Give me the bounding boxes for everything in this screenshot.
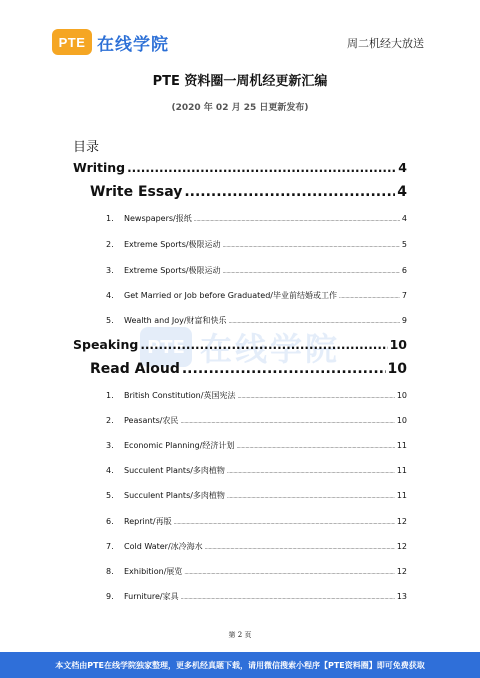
toc-number: 1.: [106, 391, 114, 400]
toc-label: Exhibition/展览: [124, 567, 183, 576]
toc-page: 7: [401, 291, 407, 300]
toc-leader: [229, 319, 400, 325]
toc-entry[interactable]: [106, 490, 407, 501]
toc-number: 5.: [106, 491, 114, 500]
toc-label: Cold Water/冰冷海水: [124, 542, 203, 551]
toc-label: Peasants/农民: [124, 416, 179, 425]
toc-leader: [182, 361, 386, 377]
toc-entry[interactable]: [106, 213, 407, 224]
toc-label: Extreme Sports/极限运动: [124, 266, 221, 275]
toc-entry[interactable]: [106, 566, 407, 577]
toc-leader: [181, 595, 395, 601]
toc-entry[interactable]: [106, 591, 407, 602]
toc-entry[interactable]: [106, 465, 407, 476]
toc-leader: [140, 338, 387, 352]
toc-leader: [227, 494, 395, 500]
toc-label: Succulent Plants/多肉植物: [124, 491, 225, 500]
toc-leader: [237, 394, 394, 400]
toc-entry[interactable]: [106, 239, 407, 250]
watermark-text: 在线学院: [200, 330, 341, 368]
toc-number: 2.: [106, 240, 114, 249]
toc-number: 6.: [106, 517, 114, 526]
toc-label: Get Married or Job before Graduated/毕业前结婚或工作: [124, 291, 337, 300]
toc-number: 3.: [106, 441, 114, 450]
toc-label: Writing: [73, 160, 126, 175]
toc-entry[interactable]: [106, 265, 407, 276]
toc-entry[interactable]: [106, 390, 407, 401]
toc-label: Write Essay: [90, 184, 183, 200]
toc-entry-writing[interactable]: [73, 160, 407, 175]
toc-entry[interactable]: [106, 315, 407, 326]
toc-page: 9: [401, 316, 407, 325]
toc-label: Reprint/再版: [124, 517, 172, 526]
toc-leader: [184, 184, 395, 200]
toc-number: 5.: [106, 316, 114, 325]
toc-entry[interactable]: [106, 516, 407, 527]
toc-leader: [339, 294, 400, 300]
toc-number: 9.: [106, 592, 114, 601]
document-title: PTE 资料圈一周机经更新汇编: [152, 74, 328, 89]
toc-page: 12: [396, 517, 407, 526]
toc-page: 4: [397, 184, 407, 200]
toc-number: 1.: [106, 214, 114, 223]
toc-entry-write-essay[interactable]: [90, 184, 407, 200]
toc-label: Economic Planning/经济计划: [124, 441, 235, 450]
toc-leader: [181, 419, 395, 425]
toc-leader: [227, 469, 395, 475]
toc-leader: [127, 161, 396, 175]
toc-page: 11: [396, 466, 407, 475]
toc-page: 6: [401, 266, 407, 275]
toc-number: 7.: [106, 542, 114, 551]
toc-label: Extreme Sports/极限运动: [124, 240, 221, 249]
toc-entry-read-aloud[interactable]: [90, 361, 407, 377]
toc-leader: [205, 545, 395, 551]
toc-leader: [184, 570, 394, 576]
toc-entry-speaking[interactable]: [73, 337, 407, 352]
toc-page: 13: [396, 592, 407, 601]
toc-label: Read Aloud: [90, 361, 180, 377]
toc-page: 5: [401, 240, 407, 249]
toc-label: Furniture/家具: [124, 592, 179, 601]
toc-page: 11: [396, 491, 407, 500]
toc-label: Wealth and Joy/财富和快乐: [124, 316, 227, 325]
watermark-badge: PTE: [140, 327, 192, 367]
toc-page: 12: [396, 567, 407, 576]
footer-text: 本文档由PTE在线学院独家整理，更多机经真题下载，请用微信搜索小程序【PTE资料圈】即可免费获取: [55, 660, 425, 670]
toc-heading: 目录: [73, 140, 100, 155]
toc-page: 12: [396, 542, 407, 551]
toc-entry[interactable]: [106, 440, 407, 451]
toc-leader: [194, 217, 400, 223]
toc-number: 3.: [106, 266, 114, 275]
toc-leader: [223, 243, 400, 249]
toc-leader: [174, 520, 395, 526]
toc-label: Succulent Plants/多肉植物: [124, 466, 225, 475]
header-tagline: 周二机经大放送: [347, 37, 424, 50]
toc-number: 8.: [106, 567, 114, 576]
toc-page: 10: [396, 416, 407, 425]
toc-page: 10: [396, 391, 407, 400]
toc-page: 10: [389, 337, 407, 352]
logo-badge: PTE: [52, 29, 92, 55]
toc-page: 10: [387, 361, 407, 377]
toc-label: Newspapers/报纸: [124, 214, 192, 223]
toc-number: 2.: [106, 416, 114, 425]
toc-entry[interactable]: [106, 541, 407, 552]
footer-banner: [0, 652, 480, 678]
page-number: 第 2 页: [228, 631, 252, 639]
toc-leader: [236, 444, 394, 450]
toc-label: Speaking: [73, 337, 139, 352]
toc-page: 4: [401, 214, 407, 223]
brand-logo: [52, 28, 169, 56]
toc-number: 4.: [106, 466, 114, 475]
toc-label: British Constitution/英国宪法: [124, 391, 236, 400]
document-subtitle: (2020 年 02 月 25 日更新发布): [171, 103, 309, 113]
toc-leader: [223, 269, 400, 275]
toc-entry[interactable]: [106, 415, 407, 426]
toc-entry[interactable]: [106, 290, 407, 301]
logo-text: 在线学院: [97, 34, 169, 55]
toc-number: 4.: [106, 291, 114, 300]
toc-page: 11: [396, 441, 407, 450]
toc-page: 4: [398, 160, 407, 175]
